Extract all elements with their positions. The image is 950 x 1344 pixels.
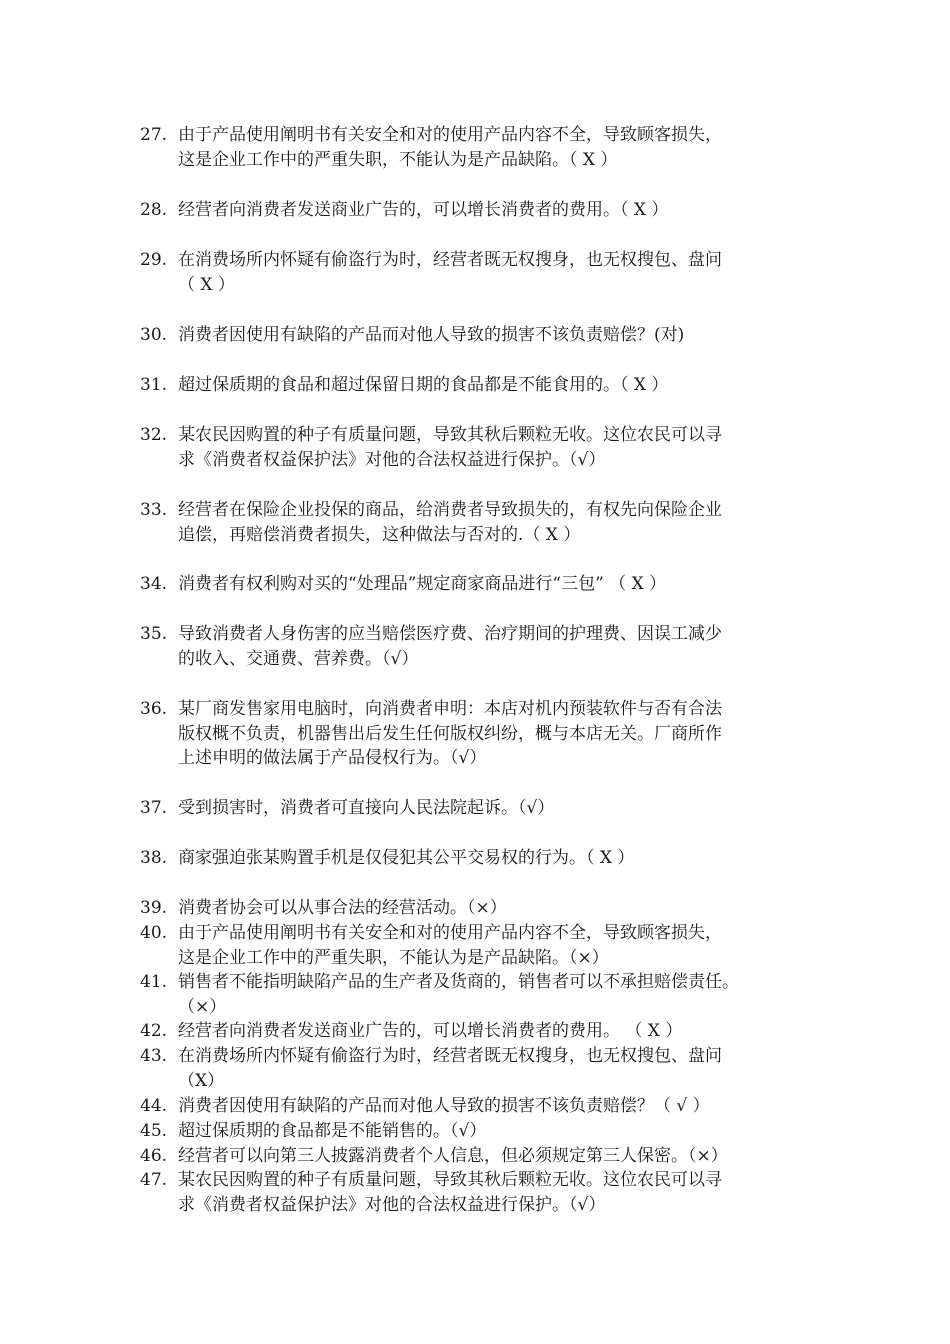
- list-item: [140, 796, 820, 821]
- item-number: 38.: [140, 848, 168, 868]
- list-item: [140, 1144, 820, 1169]
- item-text: [178, 796, 808, 821]
- item-line: 由于产品使用阐明书有关安全和对的使用产品内容不全，导致顾客损失，: [178, 923, 722, 943]
- item-number: 29.: [140, 250, 168, 270]
- list-item: [140, 1119, 820, 1144]
- item-text: [178, 1019, 808, 1044]
- item-line: 超过保质期的食品和超过保留日期的食品都是不能食用的。（ X ）: [178, 375, 669, 395]
- item-line: 的收入、交通费、营养费。（√）: [178, 648, 419, 669]
- item-line: 这是企业工作中的严重失职，不能认为是产品缺陷。（×）: [178, 947, 609, 968]
- item-line: 某农民因购置的种子有质量问题，导致其秋后颗粒无收。这位农民可以寻: [178, 425, 722, 445]
- item-text: [178, 970, 808, 1019]
- item-line: 上述申明的做法属于产品侵权行为。（√）: [178, 748, 487, 768]
- item-text: [178, 697, 808, 771]
- list-item: [140, 921, 820, 970]
- list-item: [140, 198, 820, 223]
- item-line: 求《消费者权益保护法》对他的合法权益进行保护。（√）: [178, 1194, 606, 1215]
- item-line: 消费者协会可以从事合法的经营活动。（×）: [178, 898, 507, 918]
- item-number: 45.: [140, 1121, 168, 1141]
- item-text: [178, 921, 808, 970]
- item-number: 43.: [140, 1046, 168, 1066]
- item-number: 34.: [140, 574, 168, 594]
- item-line: （X）: [178, 1070, 225, 1091]
- item-line: 消费者因使用有缺陷的产品而对他人导致的损害不该负责赔偿？(对): [178, 325, 685, 345]
- item-line: 消费者因使用有缺陷的产品而对他人导致的损害不该负责赔偿？（ √ ）: [178, 1096, 710, 1116]
- list-item: [140, 248, 820, 297]
- item-number: 35.: [140, 624, 168, 644]
- item-number: 44.: [140, 1096, 168, 1116]
- item-number: 28.: [140, 200, 168, 220]
- list-item: [140, 323, 820, 348]
- item-line: 导致消费者人身伤害的应当赔偿医疗费、治疗期间的护理费、因误工减少: [178, 624, 722, 644]
- item-text: [178, 323, 808, 348]
- item-line: 经营者在保险企业投保的商品，给消费者导致损失的，有权先向保险企业: [178, 500, 722, 520]
- item-number: 36.: [140, 699, 168, 719]
- item-line: 消费者有权利购对买的“处理品”规定商家商品进行“三包” （ X ）: [178, 574, 667, 594]
- item-text: [178, 1094, 808, 1119]
- item-text: [178, 498, 808, 547]
- item-line: 求《消费者权益保护法》对他的合法权益进行保护。（√）: [178, 449, 606, 470]
- item-number: 37.: [140, 798, 168, 818]
- item-line: 商家强迫张某购置手机是仅侵犯其公平交易权的行为。（ X ）: [178, 848, 635, 868]
- item-number: 33.: [140, 500, 168, 520]
- item-number: 30.: [140, 325, 168, 345]
- item-text: [178, 846, 808, 871]
- item-text: [178, 1168, 808, 1217]
- item-text: [178, 423, 808, 472]
- item-text: [178, 572, 808, 597]
- item-line: 在消费场所内怀疑有偷盗行为时，经营者既无权搜身，也无权搜包、盘问: [178, 250, 722, 270]
- item-number: 46.: [140, 1146, 168, 1166]
- item-line: 追偿，再赔偿消费者损失，这种做法与否对的.（ X ）: [178, 524, 581, 545]
- item-line: 经营者向消费者发送商业广告的，可以增长消费者的费用。（ X ）: [178, 200, 669, 220]
- item-line: 销售者不能指明缺陷产品的生产者及货商的，销售者可以不承担赔偿责任。: [178, 972, 739, 992]
- list-item: [140, 697, 820, 771]
- item-line: 受到损害时，消费者可直接向人民法院起诉。（√）: [178, 798, 555, 818]
- item-line: （×）: [178, 996, 227, 1017]
- list-item: [140, 572, 820, 597]
- item-number: 40.: [140, 923, 168, 943]
- item-text: [178, 1119, 808, 1144]
- list-item: [140, 622, 820, 671]
- list-item: [140, 846, 820, 871]
- item-number: 47.: [140, 1170, 168, 1190]
- item-text: [178, 622, 808, 671]
- item-text: [178, 123, 808, 172]
- item-text: [178, 373, 808, 398]
- list-item: [140, 1168, 820, 1217]
- list-item: [140, 1019, 820, 1044]
- item-line: 某农民因购置的种子有质量问题，导致其秋后颗粒无收。这位农民可以寻: [178, 1170, 722, 1190]
- list-item: [140, 1094, 820, 1119]
- list-item: [140, 123, 820, 172]
- item-text: [178, 1044, 808, 1093]
- item-line: 在消费场所内怀疑有偷盗行为时，经营者既无权搜身，也无权搜包、盘问: [178, 1046, 722, 1066]
- item-line: 这是企业工作中的严重失职，不能认为是产品缺陷。（ X ）: [178, 149, 618, 170]
- item-line: 超过保质期的食品都是不能销售的。（√）: [178, 1121, 487, 1141]
- item-number: 31.: [140, 375, 168, 395]
- list-item: [140, 373, 820, 398]
- item-number: 32.: [140, 425, 168, 445]
- item-text: [178, 248, 808, 297]
- list-item: [140, 498, 820, 547]
- item-line: 由于产品使用阐明书有关安全和对的使用产品内容不全，导致顾客损失，: [178, 125, 722, 145]
- item-line: 经营者可以向第三人披露消费者个人信息，但必须规定第三人保密。（×）: [178, 1146, 728, 1166]
- item-line: 经营者向消费者发送商业广告的，可以增长消费者的费用。 （ X ）: [178, 1021, 683, 1041]
- list-item: [140, 423, 820, 472]
- item-text: [178, 896, 808, 921]
- item-line: 版权概不负责，机器售出后发生任何版权纠纷，概与本店无关。厂商所作: [178, 723, 722, 744]
- item-text: [178, 198, 808, 223]
- item-number: 27.: [140, 125, 168, 145]
- item-number: 41.: [140, 972, 168, 992]
- list-item: [140, 970, 820, 1019]
- list-item: [140, 1044, 820, 1093]
- item-line: （ X ）: [178, 274, 235, 295]
- item-text: [178, 1144, 808, 1169]
- item-number: 42.: [140, 1021, 168, 1041]
- item-line: 某厂商发售家用电脑时，向消费者申明：本店对机内预装软件与否有合法: [178, 699, 722, 719]
- item-number: 39.: [140, 898, 168, 918]
- list-item: [140, 896, 820, 921]
